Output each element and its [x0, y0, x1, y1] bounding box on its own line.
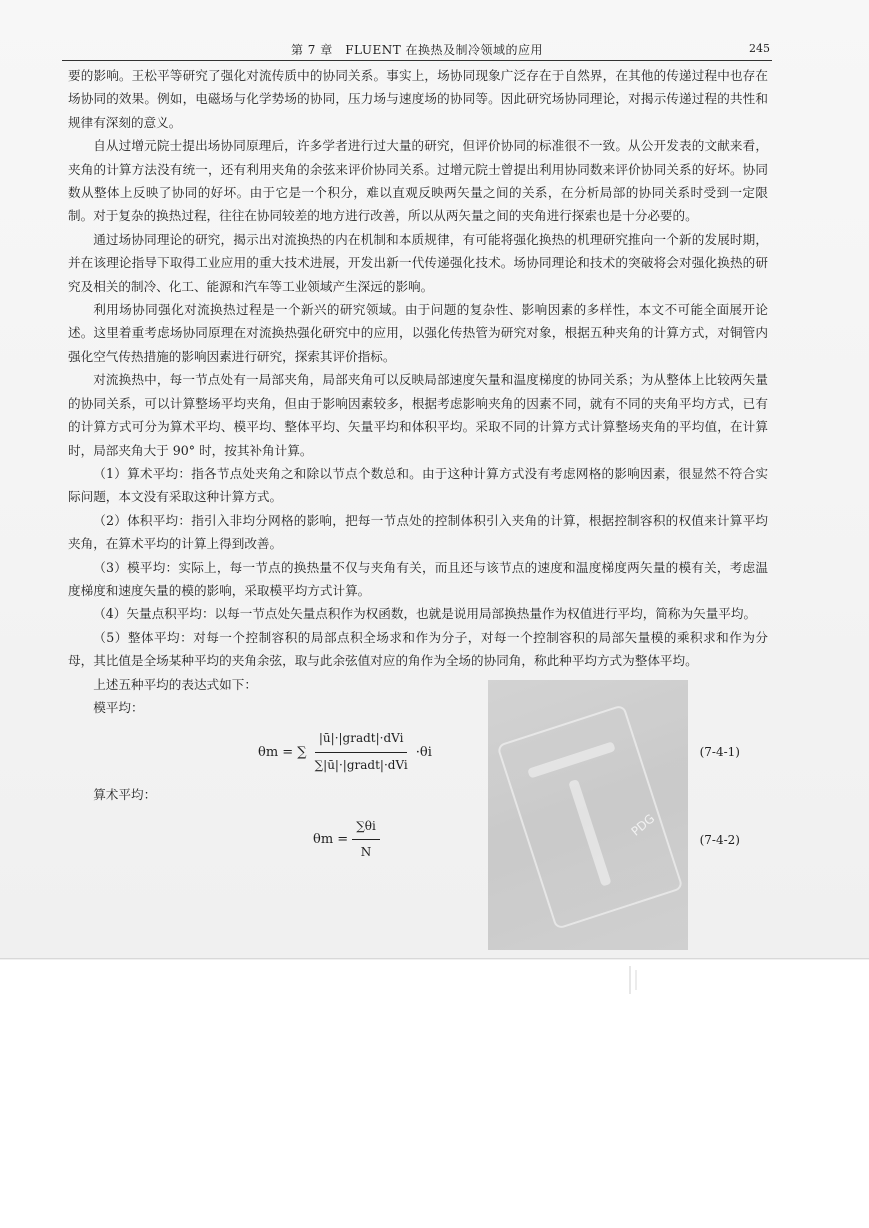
formula-denominator: ∑|ū|·|gradt|·dVi	[314, 757, 408, 772]
paragraph: （4）矢量点积平均：以每一节点处矢量点积作为权函数，也就是说用局部换热量作为权值进行平均，简称为矢量平均。	[93, 606, 757, 622]
formula-numerator: |ū|·|gradt|·dVi	[315, 727, 408, 752]
paragraph: 对流换热中，每一节点处有一局部夹角，局部夹角可以反映局部速度矢量和温度梯度的协同关系；为从整体上比较两矢量的协同关系，可以计算整场平均夹角，但由于影响因素较多，根据考虑影响夹角的因素不同，就有不同的夹角平均方式，已有的计算方式可分为算术平均、模平均、整体平均、矢量平均和体积平均。采取不同的计算方式计算整场夹角的平均值，在计算时，局部夹角大于 90° 时，按其补角计算。	[68, 372, 768, 458]
equation-number: (7-4-1)	[699, 745, 740, 760]
paragraph: （5）整体平均：对每一个控制容积的局部点积全场求和作为分子，对每一个控制容积的局部矢量模的乘积求和作为分母，其比值是全场某种平均的夹角余弦，取与此余弦值对应的角作为全场的协同角，称此种平均方式为整体平均。	[68, 629, 768, 669]
paragraph: 上述五种平均的表达式如下：	[93, 676, 257, 692]
formula-7-4-2	[68, 809, 768, 869]
body-text	[68, 64, 768, 871]
paragraph: （1）算术平均：指各节点处夹角之和除以节点个数总和。由于这种计算方式没有考虑网格的影响因素，很显然不符合实际问题，本文没有采取这种计算方式。	[68, 465, 768, 505]
formula-7-4-1	[68, 721, 768, 781]
equation-number: (7-4-2)	[699, 832, 740, 847]
formula-numerator: ∑θi	[352, 815, 380, 840]
formula-lhs: θm =	[313, 831, 349, 847]
formula-denominator: N	[360, 845, 372, 860]
scan-edge	[0, 958, 869, 959]
page-number: 245	[749, 42, 770, 55]
formula-label: 算术平均：	[93, 787, 157, 803]
paragraph: 通过场协同理论的研究，揭示出对流换热的内在机制和本质规律，有可能将强化换热的机理研究推向一个新的发展时期，并在该理论指导下取得工业应用的重大技术进展，开发出新一代传递强化技术。场协同理论和技术的突破将会对强化换热的研究及相关的制冷、化工、能源和汽车等工业领域产生深远的影响。	[68, 231, 768, 294]
paragraph: （2）体积平均：指引入非均分网格的影响，把每一节点处的控制体积引入夹角的计算，根据控制容积的权值来计算平均夹角，在算术平均的计算上得到改善。	[68, 512, 768, 552]
running-header	[62, 38, 772, 61]
formula-fraction	[311, 727, 412, 777]
formula-label: 模平均：	[93, 699, 144, 715]
watermark-text: PDG	[628, 811, 658, 839]
paragraph: 要的影响。王松平等研究了强化对流传质中的协同关系。事实上，场协同现象广泛存在于自然界，在其他的传递过程中也存在场协同的效果。例如，电磁场与化学势场的协同，压力场与速度场的协同等。因此研究场协同理论，对揭示传递过程的共性和规律有深刻的意义。	[68, 68, 768, 130]
chapter-title: 第 7 章 FLUENT 在换热及制冷领域的应用	[290, 43, 544, 57]
formula-fraction	[352, 815, 380, 865]
paragraph: 利用场协同强化对流换热过程是一个新兴的研究领域。由于问题的复杂性、影响因素的多样性，本文不可能全面展开论述。这里着重考虑场协同原理在对流换热强化研究中的应用，以强化传热管为研究对象，根据五种夹角的计算方式，对铜管内强化空气传热措施的影响因素进行研究，探索其评价指标。	[68, 302, 768, 364]
formula-lhs: θm = ∑	[258, 744, 307, 760]
crop-mark-icon	[628, 966, 640, 994]
formula-tail: ·θi	[415, 744, 432, 760]
paragraph: （3）模平均：实际上，每一节点的换热量不仅与夹角有关，而且还与该节点的速度和温度梯度两矢量的模有关，考虑温度梯度和速度矢量的模的影响，采取模平均方式计算。	[68, 559, 768, 598]
paragraph: 自从过增元院士提出场协同原理后，许多学者进行过大量的研究，但评价协同的标准很不一致。从公开发表的文献来看，夹角的计算方法没有统一，还有利用夹角的余弦来评价协同关系。过增元院士曾提出利用协同数来评价协同关系的好坏。协同数从整体上反映了协同的好坏。由于它是一个积分，难以直观反映两矢量之间的关系，在分析局部的协同关系时受到一定限制。对于复杂的换热过程，往往在协同较差的地方进行改善，所以从两矢量之间的夹角进行探索也是十分必要的。	[68, 138, 768, 224]
